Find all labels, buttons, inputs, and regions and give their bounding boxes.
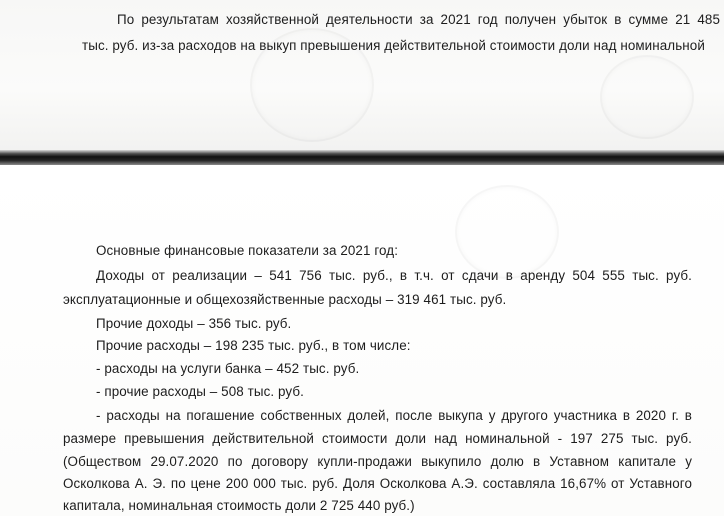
faint-stamp-mark xyxy=(455,185,559,279)
faint-stamp-mark xyxy=(600,55,694,139)
paragraph-line: размере превышения действительной стоимости доли над номинальной - 197 275 тыс. руб. xyxy=(63,431,692,446)
section-heading: Основные финансовые показатели за 2021 год: xyxy=(96,243,399,258)
paragraph-line: Доходы от реализации – 541 756 тыс. руб., в т.ч. от сдачи в аренду 504 555 тыс. руб. xyxy=(96,268,692,283)
page-separator xyxy=(0,150,724,165)
list-item: - расходы на погашение собственных долей, после выкупа у другого участника в 2020 г. в xyxy=(96,408,692,423)
paragraph-line: (Обществом 29.07.2020 по договору купли-продажи выкупило долю в Уставном капитале у xyxy=(63,454,692,469)
paragraph-line: эксплуатационные и общехозяйственные расходы – 319 461 тыс. руб. xyxy=(63,292,507,307)
paragraph-line: Осколкова А. Э. по цене 200 000 тыс. руб. Доля Осколкова А.Э. составляла 16,67% от Уставного xyxy=(63,476,692,491)
list-item: - расходы на услуги банка – 452 тыс. руб. xyxy=(96,361,360,376)
paragraph-line: Прочие расходы – 198 235 тыс. руб., в том числе: xyxy=(96,338,411,353)
list-item: - прочие расходы – 508 тыс. руб. xyxy=(96,384,304,399)
paragraph-line: капитала, номинальная стоимость доли 2 725 440 руб.) xyxy=(63,498,415,513)
paragraph-line: Прочие доходы – 356 тыс. руб. xyxy=(96,316,292,331)
paragraph-line: тыс. руб. из-за расходов на выкуп превышения действительной стоимости доли над номинальной xyxy=(82,38,705,53)
paragraph-line: По результатам хозяйственной деятельности за 2021 год получен убыток в сумме 21 485 xyxy=(117,12,720,27)
